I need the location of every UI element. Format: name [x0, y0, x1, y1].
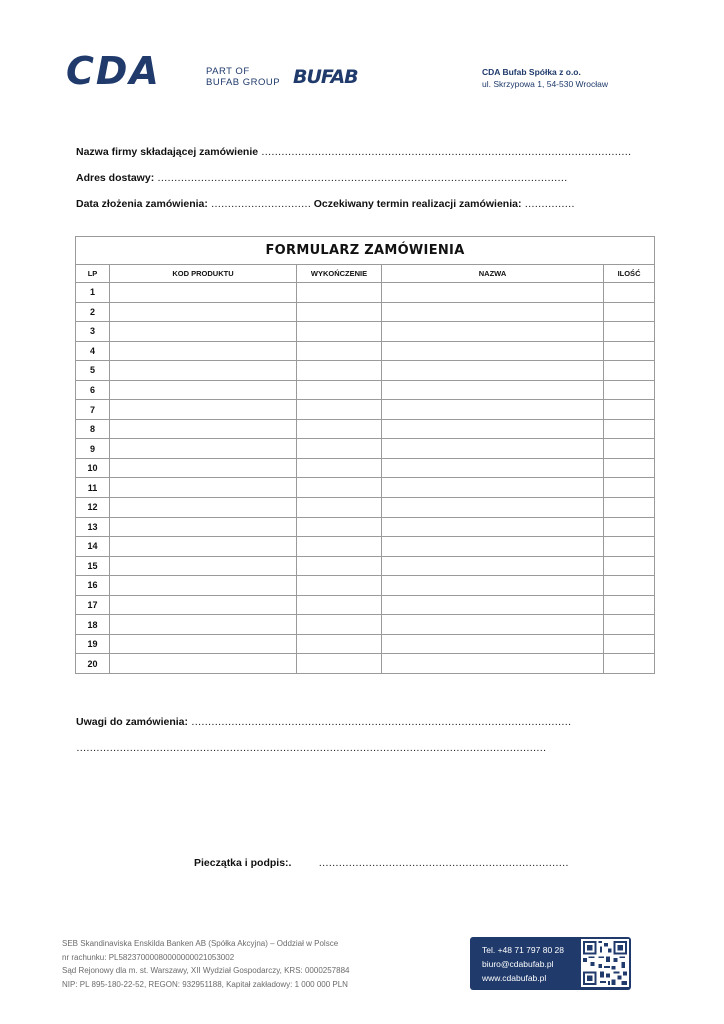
table-row — [76, 634, 655, 654]
nazwa-cell[interactable] — [382, 302, 604, 322]
ilosc-cell[interactable] — [604, 537, 655, 557]
ilosc-cell[interactable] — [604, 458, 655, 478]
table-row — [76, 498, 655, 518]
notes-field[interactable] — [76, 716, 571, 728]
delivery-address-dots: …………………………………………………………………………………………………………… — [157, 172, 568, 184]
bank-line-1: SEB Skandinaviska Enskilda Banken AB (Spółka Akcyjna) – Oddział w Polsce — [62, 939, 339, 948]
header-wykonczenie: WYKOŃCZENIE — [297, 265, 382, 283]
kod-produktu-cell[interactable] — [110, 283, 297, 303]
wykonczenie-cell[interactable] — [297, 498, 382, 518]
part-of-bufab-group — [206, 66, 280, 88]
kod-produktu-cell[interactable] — [110, 380, 297, 400]
ilosc-cell[interactable] — [604, 380, 655, 400]
row-number: 19 — [76, 634, 110, 654]
row-number: 1 — [76, 283, 110, 303]
wykonczenie-cell[interactable] — [297, 654, 382, 674]
kod-produktu-cell[interactable] — [110, 634, 297, 654]
ilosc-cell[interactable] — [604, 576, 655, 596]
nazwa-cell[interactable] — [382, 517, 604, 537]
notes-dots-1: …………………………………………………………………………………………………… — [190, 716, 571, 728]
row-number: 11 — [76, 478, 110, 498]
row-number: 20 — [76, 654, 110, 674]
row-number: 7 — [76, 400, 110, 420]
kod-produktu-cell[interactable] — [110, 302, 297, 322]
ilosc-cell[interactable] — [604, 322, 655, 342]
ilosc-cell[interactable] — [604, 302, 655, 322]
nazwa-cell[interactable] — [382, 576, 604, 596]
kod-produktu-cell[interactable] — [110, 556, 297, 576]
nazwa-cell[interactable] — [382, 283, 604, 303]
header-kod-produktu: KOD PRODUKTU — [110, 265, 297, 283]
order-rows — [76, 283, 655, 674]
contact-info — [482, 943, 564, 985]
ilosc-cell[interactable] — [604, 400, 655, 420]
nazwa-cell[interactable] — [382, 322, 604, 342]
kod-produktu-cell[interactable] — [110, 322, 297, 342]
order-date-label: Data złożenia zamówienia: — [76, 198, 208, 210]
table-row — [76, 458, 655, 478]
row-number: 4 — [76, 341, 110, 361]
wykonczenie-cell[interactable] — [297, 595, 382, 615]
nazwa-cell[interactable] — [382, 478, 604, 498]
ilosc-cell[interactable] — [604, 439, 655, 459]
kod-produktu-cell[interactable] — [110, 537, 297, 557]
bank-line-2: nr rachunku: PL58237000080000000021053002 — [62, 952, 235, 962]
kod-produktu-cell[interactable] — [110, 458, 297, 478]
kod-produktu-cell[interactable] — [110, 361, 297, 381]
nazwa-cell[interactable] — [382, 498, 604, 518]
nazwa-cell[interactable] — [382, 556, 604, 576]
cda-logo — [66, 52, 188, 90]
row-number: 6 — [76, 380, 110, 400]
order-form-table — [75, 236, 655, 674]
row-number: 17 — [76, 595, 110, 615]
wykonczenie-cell[interactable] — [297, 576, 382, 596]
delivery-address-label: Adres dostawy: — [76, 172, 155, 184]
kod-produktu-cell[interactable] — [110, 478, 297, 498]
bank-line-3: Sąd Rejonowy dla m. st. Warszawy, XII Wydział Gospodarczy, KRS: 0000257884 — [62, 966, 350, 976]
part-of-line2: BUFAB GROUP — [206, 77, 281, 88]
cda-logo-text: CDA — [66, 52, 161, 90]
wykonczenie-cell[interactable] — [297, 380, 382, 400]
dates-field-row — [76, 198, 574, 210]
ilosc-cell[interactable] — [604, 498, 655, 518]
bufab-logo: BUFAB — [293, 66, 358, 88]
row-number: 10 — [76, 458, 110, 478]
kod-produktu-cell[interactable] — [110, 517, 297, 537]
row-number: 15 — [76, 556, 110, 576]
ilosc-cell[interactable] — [604, 595, 655, 615]
kod-produktu-cell[interactable] — [110, 498, 297, 518]
company-info — [482, 66, 608, 90]
nazwa-cell[interactable] — [382, 361, 604, 381]
signature-label: Pieczątka i podpis:. — [194, 857, 292, 869]
nazwa-cell[interactable] — [382, 537, 604, 557]
kod-produktu-cell[interactable] — [110, 400, 297, 420]
row-number: 18 — [76, 615, 110, 635]
table-row — [76, 595, 655, 615]
table-row — [76, 322, 655, 342]
delivery-address-field[interactable] — [76, 172, 567, 184]
signature-dots: ………………………………………………………………… — [318, 857, 569, 869]
qr-code-icon — [581, 939, 629, 987]
order-form-title: FORMULARZ ZAMÓWIENIA — [76, 237, 655, 265]
wykonczenie-cell[interactable] — [297, 556, 382, 576]
wykonczenie-cell[interactable] — [297, 322, 382, 342]
ilosc-cell[interactable] — [604, 556, 655, 576]
table-row — [76, 439, 655, 459]
contact-website[interactable]: www.cdabufab.pl — [482, 973, 547, 983]
ilosc-cell[interactable] — [604, 478, 655, 498]
contact-email[interactable]: biuro@cdabufab.pl — [482, 959, 554, 969]
nazwa-cell[interactable] — [382, 595, 604, 615]
ilosc-cell[interactable] — [604, 517, 655, 537]
ilosc-cell[interactable] — [604, 654, 655, 674]
table-row — [76, 283, 655, 303]
table-row — [76, 654, 655, 674]
wykonczenie-cell[interactable] — [297, 341, 382, 361]
row-number: 8 — [76, 419, 110, 439]
table-row — [76, 341, 655, 361]
expected-date-label: Oczekiwany termin realizacji zamówienia: — [313, 198, 522, 210]
row-number: 9 — [76, 439, 110, 459]
row-number: 16 — [76, 576, 110, 596]
ilosc-cell[interactable] — [604, 615, 655, 635]
header-ilosc: ILOŚĆ — [604, 265, 655, 283]
kod-produktu-cell[interactable] — [110, 576, 297, 596]
row-number: 14 — [76, 537, 110, 557]
kod-produktu-cell[interactable] — [110, 439, 297, 459]
company-name: CDA Bufab Spółka z o.o. — [482, 67, 581, 77]
wykonczenie-cell[interactable] — [297, 537, 382, 557]
table-row — [76, 419, 655, 439]
company-name-field[interactable] — [76, 146, 631, 158]
header-lp: LP — [76, 265, 110, 283]
kod-produktu-cell[interactable] — [110, 654, 297, 674]
wykonczenie-cell[interactable] — [297, 439, 382, 459]
wykonczenie-cell[interactable] — [297, 302, 382, 322]
ilosc-cell[interactable] — [604, 419, 655, 439]
table-row — [76, 302, 655, 322]
table-row — [76, 537, 655, 557]
bank-info — [62, 937, 349, 991]
part-of-line1: PART OF — [206, 66, 250, 77]
table-row — [76, 361, 655, 381]
wykonczenie-cell[interactable] — [297, 634, 382, 654]
ilosc-cell[interactable] — [604, 283, 655, 303]
row-number: 2 — [76, 302, 110, 322]
row-number: 13 — [76, 517, 110, 537]
nazwa-cell[interactable] — [382, 654, 604, 674]
row-number: 3 — [76, 322, 110, 342]
company-name-dots: ………………………………………………………………………………………………… — [261, 146, 632, 158]
kod-produktu-cell[interactable] — [110, 595, 297, 615]
ilosc-cell[interactable] — [604, 634, 655, 654]
nazwa-cell[interactable] — [382, 634, 604, 654]
row-number: 12 — [76, 498, 110, 518]
table-row — [76, 400, 655, 420]
wykonczenie-cell[interactable] — [297, 458, 382, 478]
company-address: ul. Skrzypowa 1, 54-530 Wrocław — [482, 79, 608, 89]
notes-dots-2: …………………………………………………………………………………………………………………………… — [76, 742, 546, 754]
wykonczenie-cell[interactable] — [297, 419, 382, 439]
wykonczenie-cell[interactable] — [297, 517, 382, 537]
table-row — [76, 556, 655, 576]
table-header-row — [76, 265, 655, 283]
notes-label: Uwagi do zamówienia: — [76, 716, 189, 728]
nazwa-cell[interactable] — [382, 458, 604, 478]
wykonczenie-cell[interactable] — [297, 400, 382, 420]
table-row — [76, 478, 655, 498]
wykonczenie-cell[interactable] — [297, 478, 382, 498]
table-row — [76, 380, 655, 400]
kod-produktu-cell[interactable] — [110, 615, 297, 635]
company-name-label: Nazwa firmy składającej zamówienie — [76, 146, 259, 158]
bank-line-4: NIP: PL 895-180-22-52, REGON: 932951188, Kapitał zakładowy: 1 000 000 PLN — [62, 979, 348, 989]
ilosc-cell[interactable] — [604, 361, 655, 381]
ilosc-cell[interactable] — [604, 341, 655, 361]
table-row — [76, 517, 655, 537]
nazwa-cell[interactable] — [382, 380, 604, 400]
signature-field[interactable] — [194, 857, 568, 869]
nazwa-cell[interactable] — [382, 615, 604, 635]
kod-produktu-cell[interactable] — [110, 341, 297, 361]
header-nazwa: NAZWA — [382, 265, 604, 283]
nazwa-cell[interactable] — [382, 400, 604, 420]
wykonczenie-cell[interactable] — [297, 615, 382, 635]
nazwa-cell[interactable] — [382, 341, 604, 361]
wykonczenie-cell[interactable] — [297, 283, 382, 303]
table-row — [76, 615, 655, 635]
wykonczenie-cell[interactable] — [297, 361, 382, 381]
nazwa-cell[interactable] — [382, 419, 604, 439]
order-date-dots[interactable]: ………………………… — [210, 198, 311, 210]
table-row — [76, 576, 655, 596]
nazwa-cell[interactable] — [382, 439, 604, 459]
expected-date-dots[interactable]: …………… — [524, 198, 575, 210]
kod-produktu-cell[interactable] — [110, 419, 297, 439]
notes-field-line2[interactable] — [76, 742, 546, 754]
contact-phone[interactable]: Tel. +48 71 797 80 28 — [482, 945, 564, 955]
row-number: 5 — [76, 361, 110, 381]
